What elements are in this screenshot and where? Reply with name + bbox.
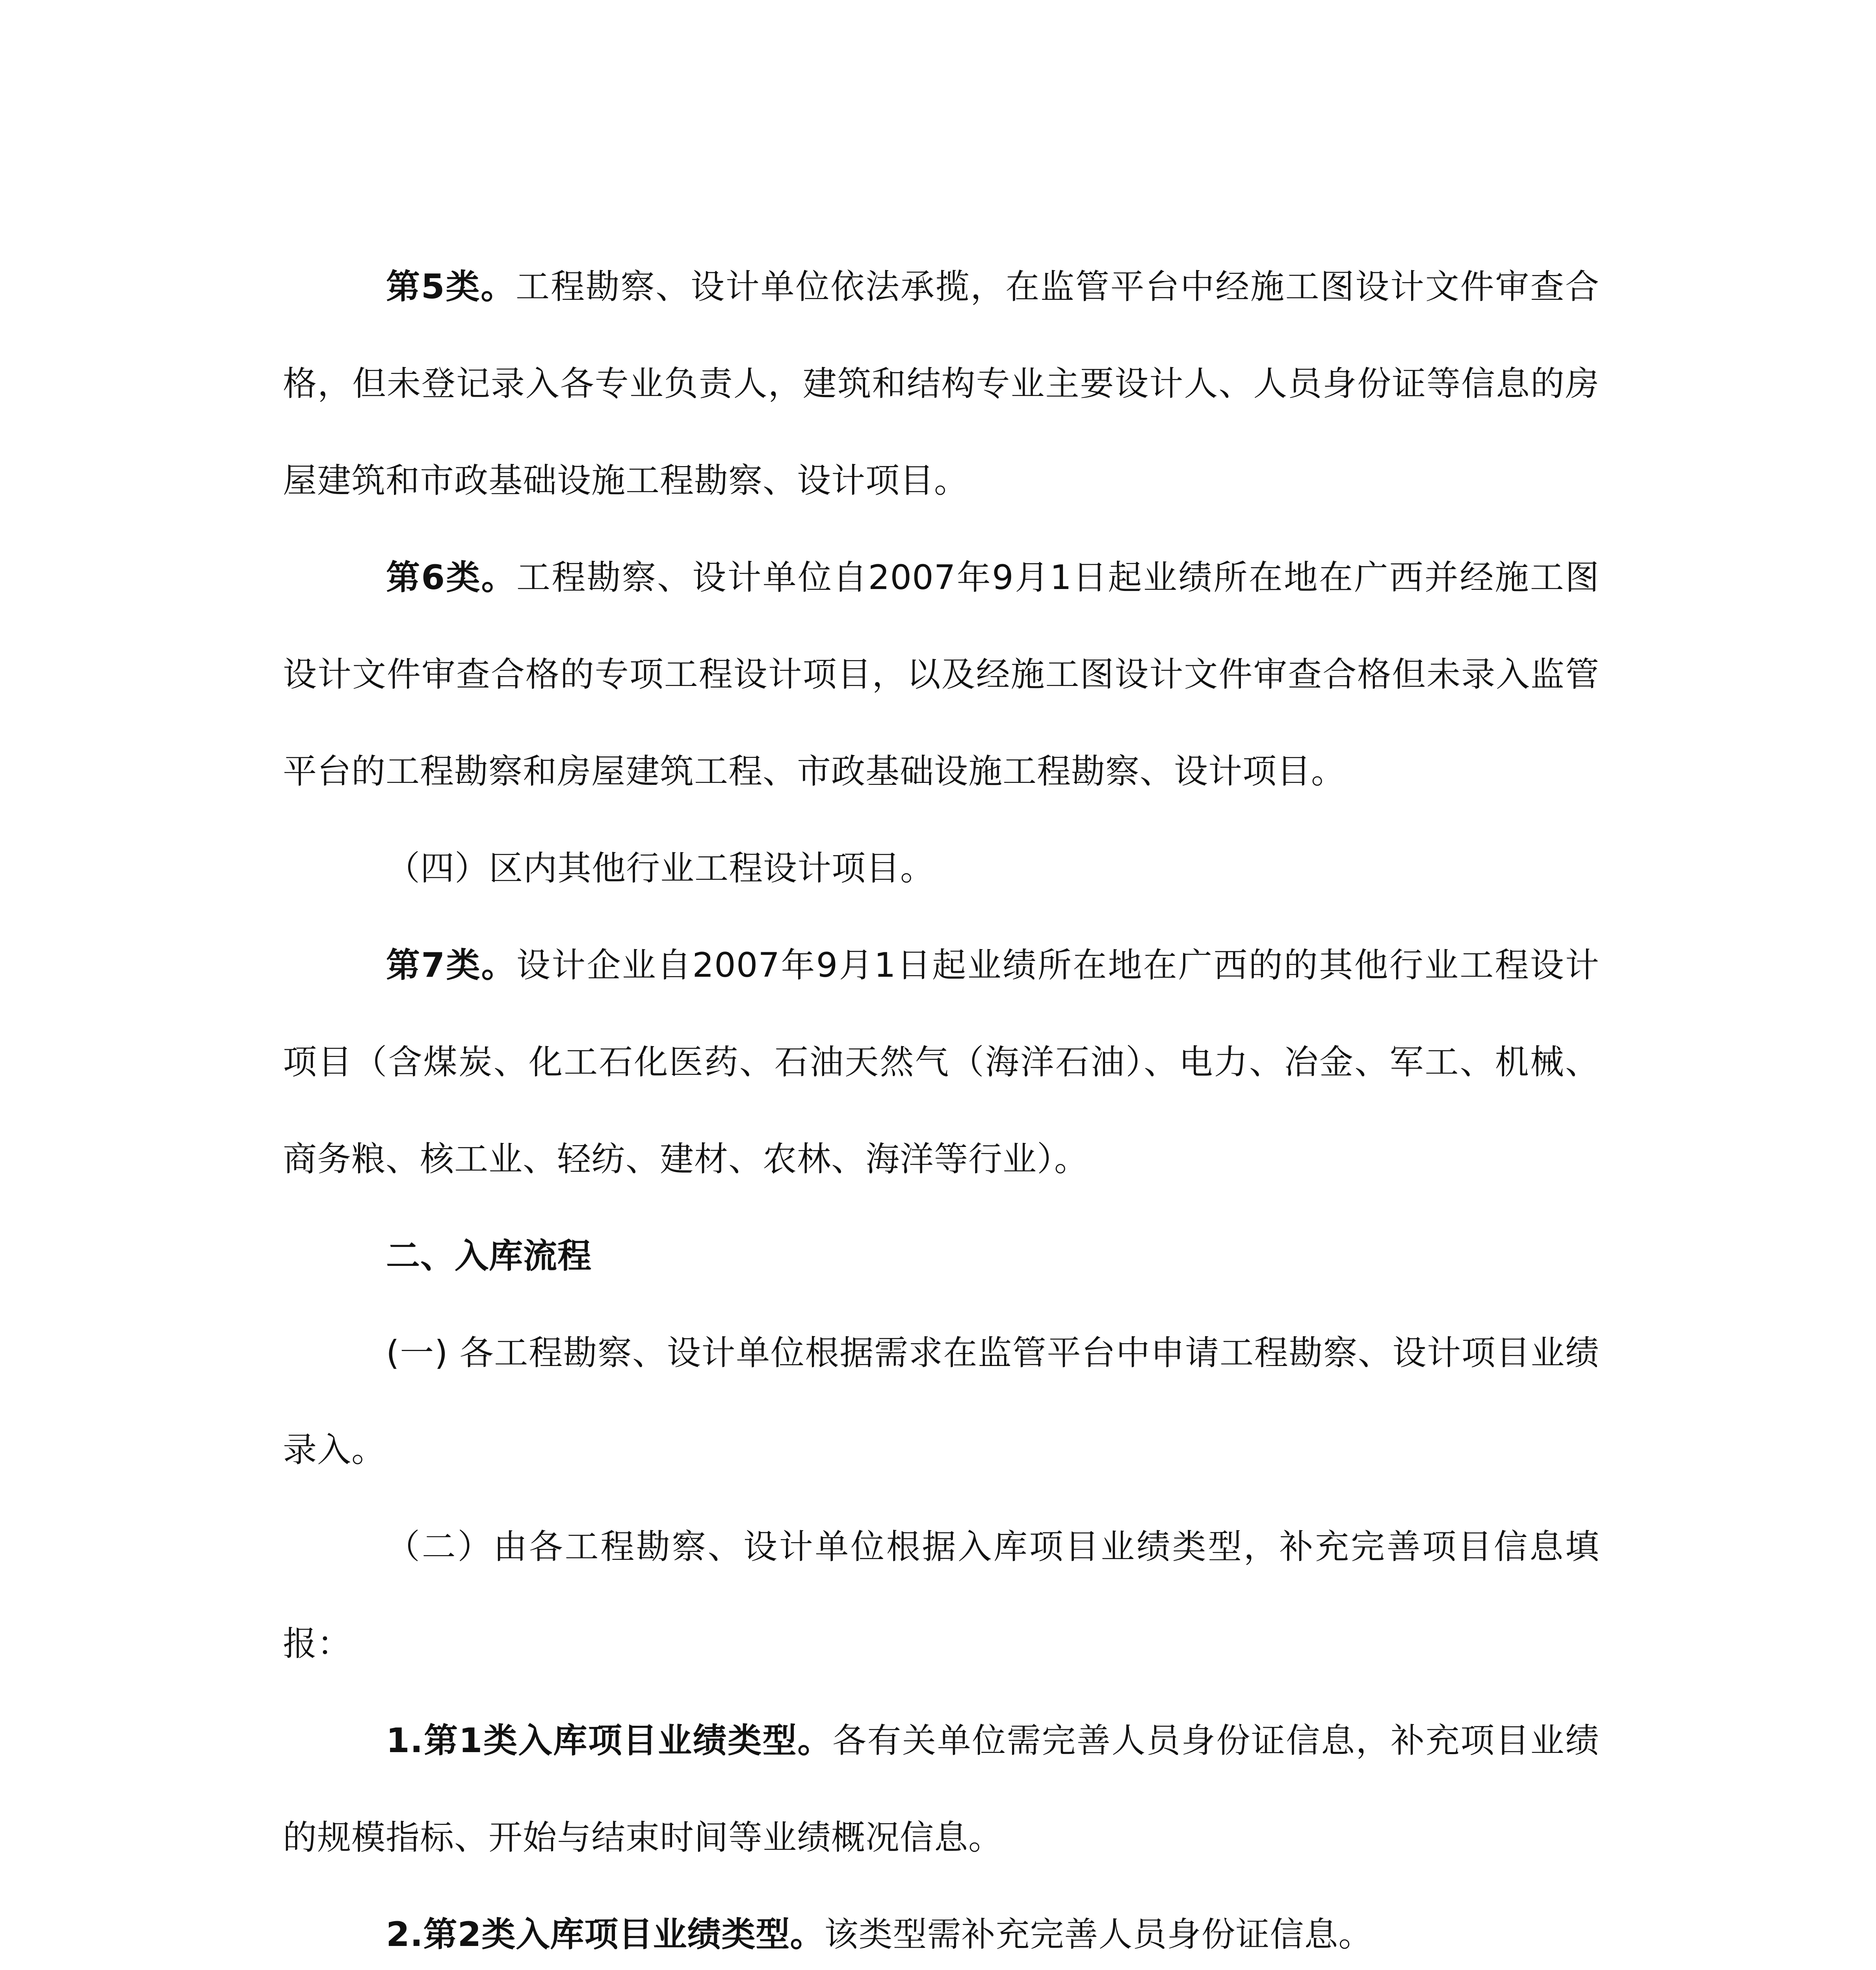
paragraph-text: (一) 各工程勘察、设计单位根据需求在监管平台中申请工程勘察、设计项目业绩录入。 <box>283 1333 1599 1470</box>
paragraph-lead: 1.第1类入库项目业绩类型。 <box>386 1721 832 1760</box>
paragraph-category-7 <box>283 917 1599 1208</box>
paragraph-text: 工程勘察、设计单位依法承揽，在监管平台中经施工图设计文件审查合格，但未登记录入各专业负责人，建筑和结构专业主要设计人、人员身份证等信息的房屋建筑和市政基础设施工程勘察、设计项目。 <box>283 267 1600 500</box>
paragraph-lead: 第6类。 <box>386 558 516 597</box>
paragraph-text: （四）区内其他行业工程设计项目。 <box>386 849 934 888</box>
flow-step-1 <box>283 1305 1599 1498</box>
section-heading-workflow: 二、入库流程 <box>386 1236 592 1276</box>
paragraph-lead: 第5类。 <box>386 267 516 307</box>
paragraph-subsection-4 <box>283 820 1599 917</box>
paragraph-lead: 第7类。 <box>386 946 516 985</box>
flow-type-1 <box>283 1692 1599 1886</box>
paragraph-category-6 <box>283 529 1599 820</box>
flow-step-2 <box>283 1498 1599 1692</box>
paragraph-text: 该类型需补充完善人员身份证信息。 <box>824 1915 1373 1954</box>
paragraph-text: （二）由各工程勘察、设计单位根据入库项目业绩类型，补充完善项目信息填报： <box>283 1527 1599 1663</box>
paragraph-lead: 2.第2类入库项目业绩类型。 <box>386 1915 825 1954</box>
document-body <box>283 238 1599 1970</box>
paragraph-text: 工程勘察、设计单位自2007年9月1日起业绩所在地在广西并经施工图设计文件审查合格的专项工程设计项目，以及经施工图设计文件审查合格但未录入监管平台的工程勘察和房屋建筑工程、市政基础设施工程勘察、设计项目。 <box>283 558 1600 791</box>
paragraph-text: 各有关单位需完善人员身份证信息，补充项目业绩的规模指标、开始与结束时间等业绩概况信息。 <box>283 1721 1599 1857</box>
paragraph-text: 设计企业自2007年9月1日起业绩所在地在广西的的其他行业工程设计项目（含煤炭、化工石化医药、石油天然气（海洋石油）、电力、冶金、军工、机械、商务粮、核工业、轻纺、建材、农林、海洋等行业）。 <box>283 946 1600 1179</box>
paragraph-category-5 <box>283 238 1599 529</box>
flow-type-2 <box>283 1886 1599 1970</box>
